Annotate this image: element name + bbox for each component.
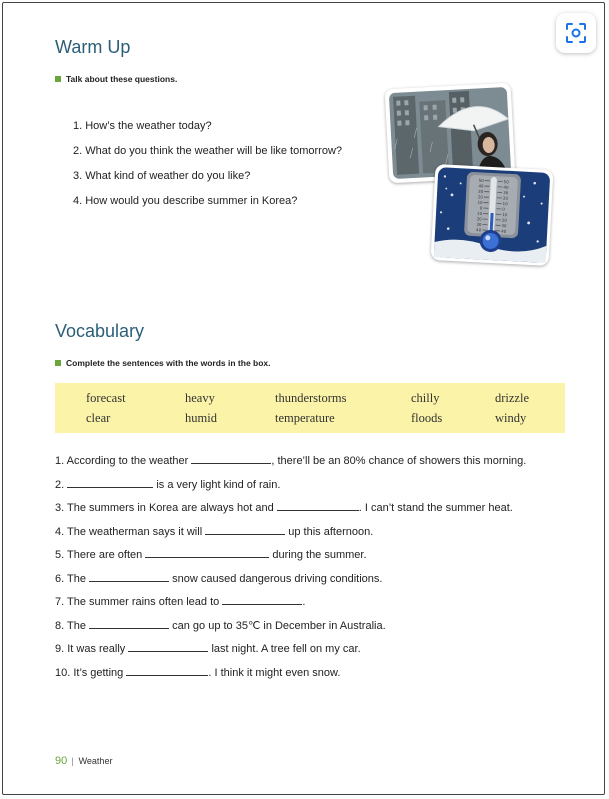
- sentence-item: [55, 476, 526, 500]
- thermo-left-tick: 40: [478, 183, 484, 189]
- thermo-left-tick: 10: [476, 210, 483, 216]
- word-item: temperature: [275, 411, 335, 425]
- answer-blank[interactable]: [126, 664, 208, 676]
- thermo-left-tick: 10: [477, 199, 483, 205]
- answer-blank[interactable]: [222, 593, 302, 605]
- page-number: 90: [55, 755, 68, 767]
- answer-blank[interactable]: [145, 546, 269, 558]
- answer-blank[interactable]: [277, 499, 359, 511]
- thermo-left-tick: 0: [479, 205, 483, 211]
- sentence-start: 8. The: [55, 619, 86, 632]
- scan-button[interactable]: [556, 13, 596, 53]
- thermo-right-tick: 20: [501, 217, 507, 223]
- thermo-right-tick: 40: [501, 228, 507, 234]
- sentence-item: [55, 523, 526, 547]
- sentence-end: last night. A tree fell on my car.: [211, 643, 361, 655]
- word-item: humid: [185, 411, 217, 425]
- question-list: [73, 118, 342, 218]
- thermo-left-tick: 40: [475, 227, 482, 233]
- sentence-item: [55, 617, 526, 641]
- sentence-item: [55, 452, 526, 476]
- page-footer: [55, 755, 112, 767]
- answer-blank[interactable]: [128, 640, 208, 652]
- thermo-left-tick: 30: [476, 221, 482, 227]
- sentence-start: 2.: [55, 478, 65, 491]
- thermo-right-tick: 40: [503, 184, 509, 190]
- sentence-item: [55, 640, 526, 664]
- warm-up-instruction: [55, 74, 177, 84]
- thermo-right-tick: 30: [503, 190, 509, 196]
- thermo-right-tick: 20: [502, 195, 509, 201]
- answer-blank[interactable]: [89, 617, 169, 629]
- sentence-end: can go up to 35℃ in December in Australia.: [172, 619, 386, 632]
- sentence-list: [55, 452, 526, 687]
- vocabulary-title: Vocabulary: [55, 321, 145, 341]
- vocabulary-instruction: [55, 358, 271, 368]
- warm-up-instruction-text: Talk about these questions.: [66, 74, 178, 84]
- sentence-end: . I can’t stand the summer heat.: [358, 502, 513, 514]
- sentence-end: .: [302, 596, 306, 608]
- question-item: 3. What kind of weather do you like?: [73, 170, 251, 182]
- sentence-start: 3. The summers in Korea are always hot and: [55, 502, 274, 514]
- sentence-item: [55, 664, 526, 688]
- question-item: 1. How’s the weather today?: [73, 120, 212, 132]
- thermo-right-tick: 10: [501, 212, 508, 218]
- word-item: forecast: [86, 391, 126, 405]
- bullet-square: [55, 360, 61, 366]
- sentence-item: [55, 546, 526, 570]
- word-item: windy: [495, 411, 527, 425]
- thermo-right-tick: 10: [502, 201, 508, 207]
- footer-separator: |: [71, 756, 74, 766]
- bullet-square: [55, 76, 61, 82]
- sentence-start: 1. According to the weather: [55, 455, 189, 467]
- word-item: clear: [86, 411, 111, 425]
- thermo-right-tick: 30: [501, 223, 507, 229]
- sentence-end: is a very light kind of rain.: [156, 478, 281, 491]
- scan-icon: [565, 22, 587, 44]
- sentence-start: 5. There are often: [55, 549, 143, 561]
- thermo-left-tick: 20: [477, 194, 484, 200]
- question-item: 2. What do you think the weather will be like tomorrow?: [73, 145, 343, 157]
- word-item: heavy: [185, 391, 215, 405]
- sentence-start: 9. It was really: [55, 643, 126, 655]
- sentence-item: [55, 593, 526, 617]
- question-item: 4. How would you describe summer in Korea?: [73, 195, 298, 207]
- thermo-left-tick: 30: [477, 188, 484, 195]
- thermo-left-tick: 20: [476, 216, 482, 222]
- sentence-end: up this afternoon.: [288, 525, 374, 538]
- thermo-right-tick: 50: [503, 179, 509, 185]
- sentence-start: 7. The summer rains often lead to: [55, 596, 220, 608]
- answer-blank[interactable]: [89, 570, 169, 582]
- sentence-start: 6. The: [55, 572, 86, 585]
- word-box: [55, 383, 565, 433]
- sentence-end: . I think it might even snow.: [208, 666, 341, 679]
- answer-blank[interactable]: [191, 452, 271, 464]
- word-item: drizzle: [495, 391, 530, 405]
- chapter-name: Weather: [78, 756, 113, 766]
- answer-blank[interactable]: [67, 476, 153, 488]
- warm-up-title: Warm Up: [55, 37, 131, 57]
- word-item: floods: [411, 411, 443, 425]
- sentence-start: 10. It’s getting: [55, 666, 124, 679]
- photo-thermometer: [431, 164, 554, 266]
- answer-blank[interactable]: [205, 523, 285, 535]
- sentence-end: snow caused dangerous driving conditions.: [172, 572, 383, 585]
- word-item: thunderstorms: [275, 391, 347, 405]
- sentence-item: [55, 570, 526, 594]
- sentence-start: 4. The weatherman says it will: [55, 525, 203, 538]
- thermo-right-tick: 0: [502, 206, 506, 212]
- word-item: chilly: [411, 391, 440, 405]
- sentence-end: , there’ll be an 80% chance of showers this morning.: [271, 455, 527, 467]
- thermo-left-tick: 50: [478, 177, 484, 184]
- sentence-end: during the summer.: [272, 549, 367, 561]
- sentence-item: [55, 499, 526, 523]
- vocabulary-instruction-text: Complete the sentences with the words in the box.: [66, 358, 271, 368]
